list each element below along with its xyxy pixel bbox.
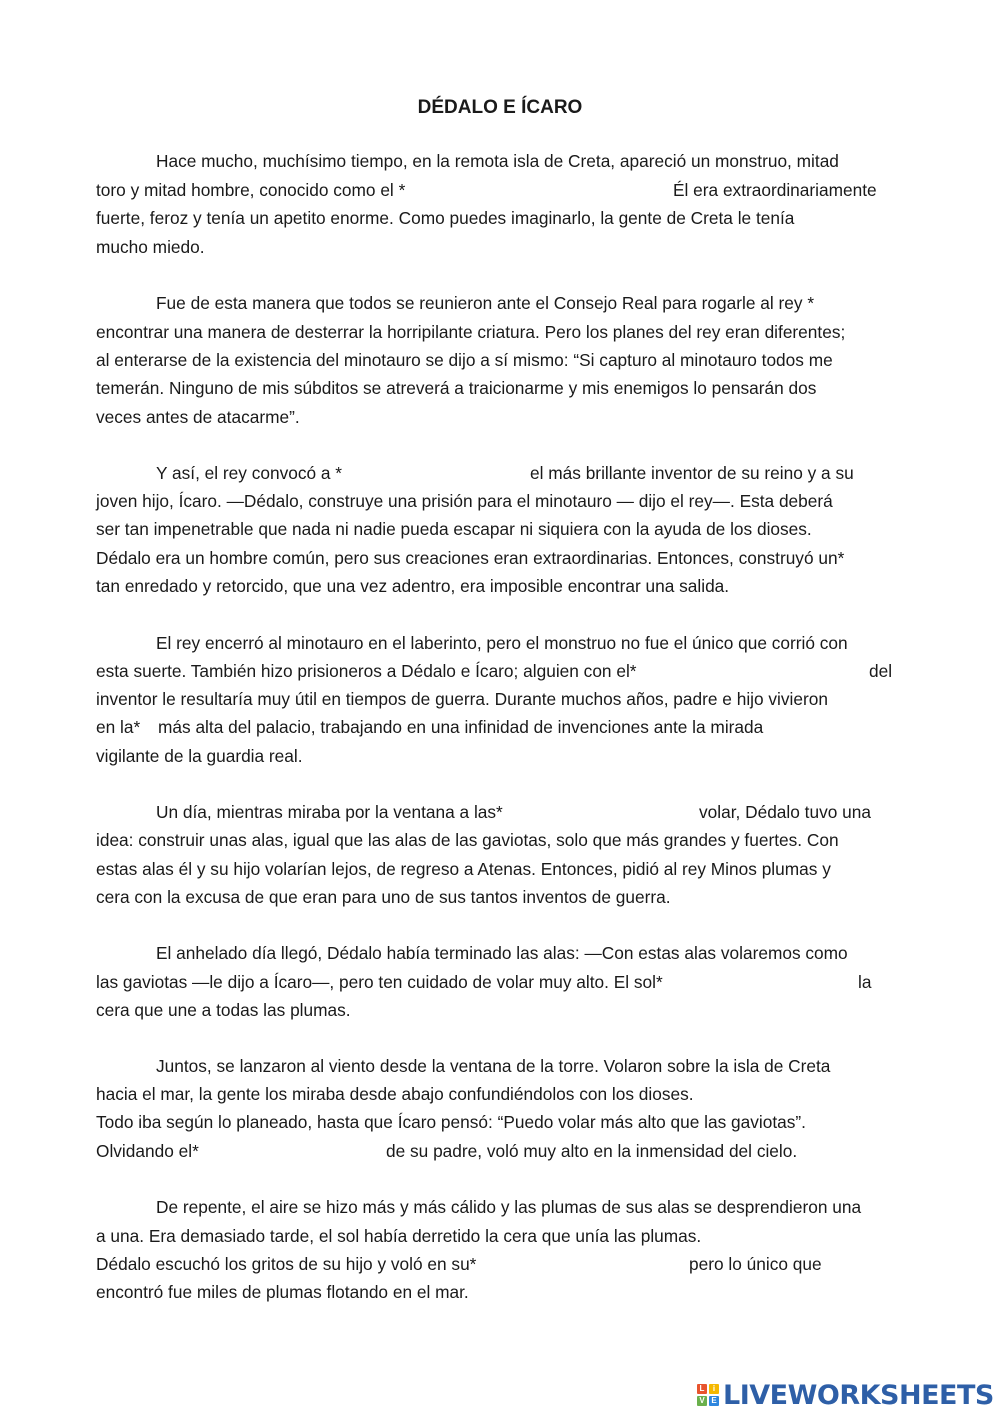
p7-line-2: hacia el mar, la gente los miraba desde abajo confundiéndolos con los dioses.: [96, 1084, 694, 1104]
p5-line-1-end: volar, Dédalo tuvo una: [699, 802, 871, 822]
p4-line-4-end: más alta del palacio, trabajando en una infinidad de invenciones ante la mirada: [158, 717, 764, 737]
p4-line-2-start: esta suerte. También hizo prisioneros a Dédalo e Ícaro; alguien con el*: [96, 661, 637, 681]
p1-line-4: mucho miedo.: [96, 237, 205, 257]
p7-line-4-end: de su padre, voló muy alto en la inmensidad del cielo.: [386, 1141, 798, 1161]
answer-blank-8[interactable]: [212, 1140, 384, 1162]
p5-line-2: idea: construir unas alas, igual que las alas de las gaviotas, solo que más grandes y fuertes. Con: [96, 830, 839, 850]
p2-line-3: al enterarse de la existencia del minotauro se dijo a sí mismo: “Si capturo al minotauro todos me: [96, 350, 833, 370]
p4-line-5: vigilante de la guardia real.: [96, 746, 303, 766]
p2-line-5: veces antes de atacarme”.: [96, 407, 300, 427]
p6-line-1: El anhelado día llegó, Dédalo había terminado las alas: —Con estas alas volaremos como: [156, 943, 848, 963]
p6-line-2-end: la: [858, 972, 872, 992]
p4-line-1: El rey encerró al minotauro en el laberinto, pero el monstruo no fue el único que corrió con: [156, 633, 848, 653]
p5-line-4: cera con la excusa de que eran para uno de sus tantos inventos de guerra.: [96, 887, 671, 907]
answer-blank-6[interactable]: [530, 801, 696, 823]
p1-line-2-end: Él era extraordinariamente: [673, 180, 877, 200]
answer-blank-5[interactable]: [146, 716, 156, 738]
p8-line-3-start: Dédalo escuchó los gritos de su hijo y voló en su*: [96, 1254, 477, 1274]
answer-blank-9[interactable]: [500, 1253, 687, 1275]
p5-line-3: estas alas él y su hijo volarían lejos, de regreso a Atenas. Entonces, pidió al rey Minos plumas y: [96, 859, 831, 879]
p6-line-2-start: las gaviotas —le dijo a Ícaro—, pero ten cuidado de volar muy alto. El sol*: [96, 972, 663, 992]
liveworksheets-logo: [697, 1378, 994, 1412]
logo-letter: i: [709, 1384, 719, 1394]
worksheet-title: DÉDALO E ÍCARO: [417, 97, 583, 118]
p1-line-3: fuerte, feroz y tenía un apetito enorme. Como puedes imaginarlo, la gente de Creta le tenía: [96, 208, 795, 228]
p8-line-1: De repente, el aire se hizo más y más cálido y las plumas de sus alas se desprendieron una: [156, 1197, 862, 1217]
p1-line-2-start: toro y mitad hombre, conocido como el *: [96, 180, 406, 200]
answer-blank-2[interactable]: [855, 292, 905, 314]
p2-line-1: Fue de esta manera que todos se reunieron ante el Consejo Real para rogarle al rey *: [156, 293, 815, 313]
p8-line-4: encontró fue miles de plumas flotando en el mar.: [96, 1282, 469, 1302]
p8-line-2: a una. Era demasiado tarde, el sol había derretido la cera que unía las plumas.: [96, 1226, 702, 1246]
p3-line-2: joven hijo, Ícaro. —Dédalo, construye una prisión para el minotauro — dijo el rey—. Esta deberá: [96, 491, 833, 511]
p4-line-2-end: del: [869, 661, 893, 681]
p6-line-3: cera que une a todas las plumas.: [96, 1000, 351, 1020]
p3-line-4: Dédalo era un hombre común, pero sus creaciones eran extraordinarias. Entonces, construyó un*: [96, 548, 845, 568]
p4-line-4-start: en la*: [96, 717, 141, 737]
p2-line-2: encontrar una manera de desterrar la horripilante criatura. Pero los planes del rey eran diferentes;: [96, 322, 846, 342]
p2-line-4: temerán. Ninguno de mis súbditos se atreverá a traicionarme y mis enemigos lo pensarán dos: [96, 378, 817, 398]
p7-line-4-start: Olvidando el*: [96, 1141, 199, 1161]
answer-blank-7[interactable]: [700, 971, 856, 993]
answer-blank-4[interactable]: [672, 660, 867, 682]
p5-line-1-start: Un día, mientras miraba por la ventana a las*: [156, 802, 503, 822]
logo-letter: V: [697, 1396, 707, 1406]
p3-line-1-start: Y así, el rey convocó a *: [156, 463, 343, 483]
p7-line-1: Juntos, se lanzaron al viento desde la ventana de la torre. Volaron sobre la isla de Creta: [156, 1056, 831, 1076]
logo-letter: E: [709, 1396, 719, 1406]
p3-line-1-end: el más brillante inventor de su reino y a su: [530, 463, 854, 483]
answer-blank-3[interactable]: [355, 462, 527, 484]
p3-line-5: tan enredado y retorcido, que una vez adentro, era imposible encontrar una salida.: [96, 576, 730, 596]
logo-mark-icon: [697, 1384, 719, 1406]
logo-letter: L: [697, 1384, 707, 1394]
p8-line-3-end: pero lo único que: [689, 1254, 822, 1274]
p4-line-3: inventor le resultaría muy útil en tiempos de guerra. Durante muchos años, padre e hijo vivieron: [96, 689, 828, 709]
p1-line-1: Hace mucho, muchísimo tiempo, en la remota isla de Creta, apareció un monstruo, mitad: [156, 151, 839, 171]
p7-line-3: Todo iba según lo planeado, hasta que Ícaro pensó: “Puedo volar más alto que las gaviotas”.: [96, 1112, 806, 1132]
answer-blank-1[interactable]: [443, 179, 673, 201]
p3-line-3: ser tan impenetrable que nada ni nadie pueda escapar ni siquiera con la ayuda de los dioses.: [96, 519, 812, 539]
logo-text: LIVEWORKSHEETS: [723, 1379, 994, 1411]
